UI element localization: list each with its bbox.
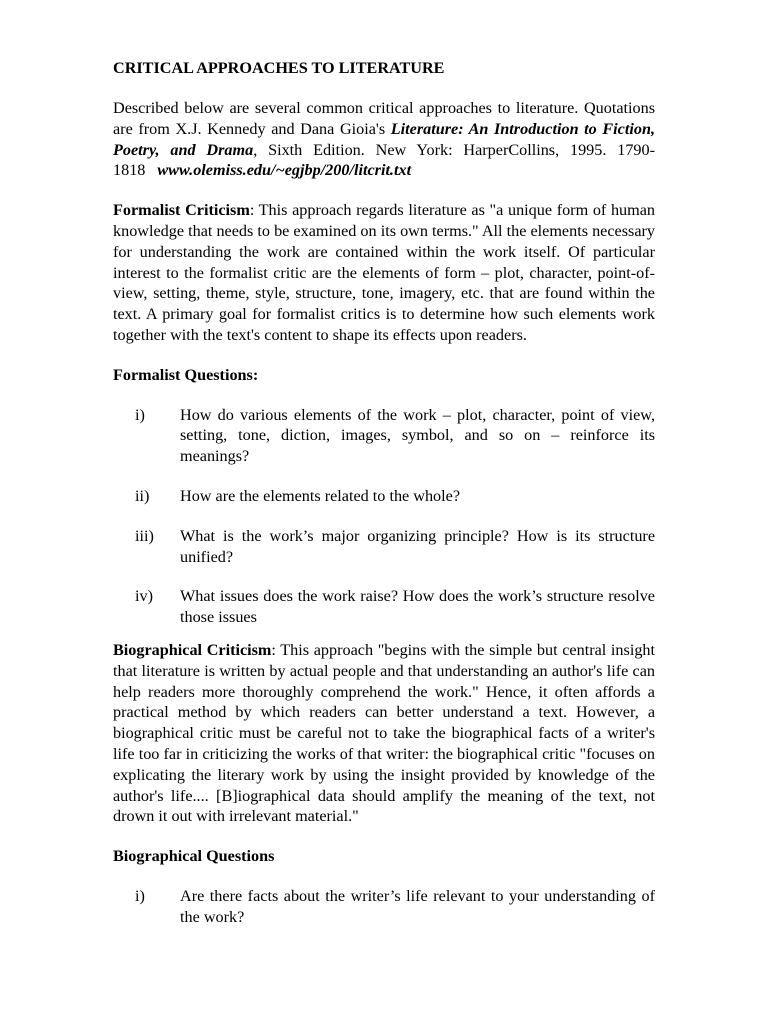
formalist-term: Formalist Criticism [113, 201, 250, 220]
list-number: i) [135, 886, 145, 905]
question-text: How do various elements of the work – plot, character, point of view, setting, tone, diction, images, symbol, and so on – reinforce its meanings? [180, 405, 655, 466]
list-number: iii) [135, 526, 154, 545]
formalist-body: : This approach regards literature as "a unique form of human knowledge that needs to be examined on its own terms." All the elements necessary for understanding the work are contained within the work itself. Of particular interest to the formalist critic are the elements of form – plot, character, point-of-view, setting, theme, style, structure, tone, imagery, etc. that are found within the text. A primary goal for formalist critics is to determine how such elements work together with the text's content to shape its effects upon readers. [113, 201, 656, 344]
biographical-body: : This approach "begins with the simple but central insight that literature is written by actual people and that understanding an author's life can help readers more thoroughly comprehend the work." Hence, it often affords a practical method by which readers can better understand a text. However, a biographical critic must be careful not to take the biographical facts of a writer's life too far in criticizing the works of that writer: the biographical critic "focuses on explicating the literary work by using the insight provided by knowledge of the author's life.... [B]iographical data should amplify the meaning of the text, not drown it out with irrelevant material." [113, 640, 655, 826]
book-title: Literature: An Introduction to Fiction, Poetry, and Drama [113, 119, 656, 159]
source-url: www.olemiss.edu/~egjbp/200/litcrit.txt [157, 161, 412, 180]
biographical-paragraph [113, 640, 655, 827]
list-number: i) [135, 405, 145, 424]
question-text: How are the elements related to the whole? [180, 486, 461, 505]
list-item [113, 886, 655, 928]
intro-text-2: , Sixth Edition. New York: HarperCollins, 1995. 1790-1818 [113, 140, 655, 180]
biographical-questions-heading: Biographical Questions [113, 847, 275, 866]
intro-paragraph [113, 98, 655, 181]
formalist-questions-list [113, 405, 655, 628]
intro-text-1: Described below are several common critical approaches to literature. Quotations are from X.J. Kennedy and Dana Gioia's [113, 99, 655, 138]
list-item [113, 586, 655, 628]
formalist-paragraph [113, 200, 655, 346]
list-item [113, 486, 655, 507]
list-number: ii) [135, 486, 150, 505]
document-title: CRITICAL APPROACHES TO LITERATURE [113, 59, 445, 77]
question-text: What is the work’s major organizing principle? How is its structure unified? [180, 526, 655, 566]
list-number: iv) [135, 587, 153, 606]
document-page [113, 58, 655, 947]
list-item [113, 526, 655, 568]
formalist-questions-heading: Formalist Questions: [113, 365, 259, 384]
list-item [113, 405, 655, 467]
biographical-term: Biographical Criticism [113, 640, 272, 659]
biographical-questions-list [113, 886, 655, 928]
question-text: Are there facts about the writer’s life relevant to your understanding of the work? [180, 886, 655, 926]
question-text: What issues does the work raise? How does the work’s structure resolve those issues [180, 587, 655, 627]
